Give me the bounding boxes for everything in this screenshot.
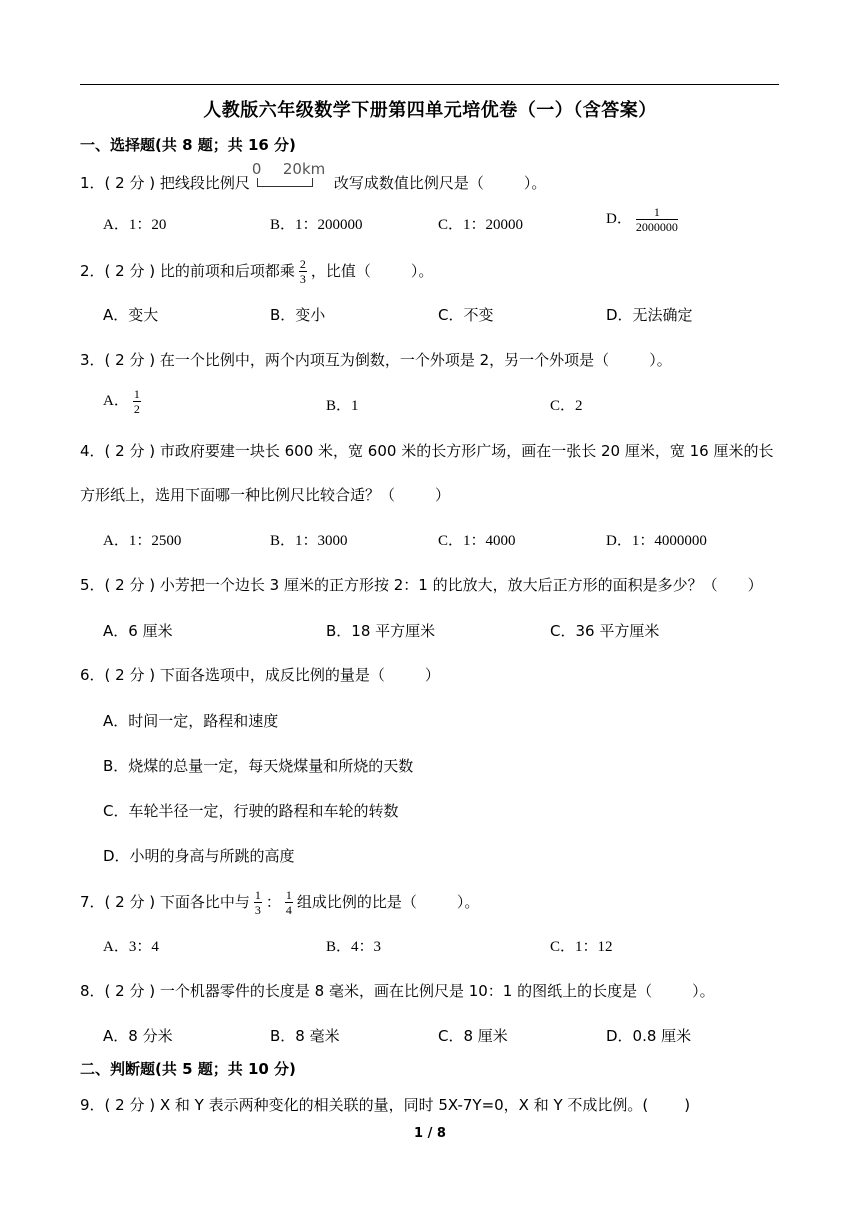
option-c: C．36 平方厘米	[550, 622, 660, 640]
question-text: 9．( 2 分 ) X 和 Y 表示两种变化的相关联的量，同时 5X-7Y=0，X 和 Y 不成比例。(	[80, 1096, 649, 1114]
option-d-prefix: D．	[606, 210, 632, 227]
scale-bar-figure	[251, 160, 334, 194]
option-d: D．小明的身高与所跳的高度	[103, 847, 295, 865]
question-fraction-2	[285, 889, 293, 916]
fraction-denominator: 4	[285, 903, 292, 917]
option-a: A．3：4	[103, 939, 159, 955]
fraction-denominator: 3	[254, 903, 261, 917]
question-close: ）	[424, 666, 440, 684]
question-3	[80, 349, 672, 370]
option-a: A．8 分米	[103, 1027, 173, 1045]
option-a: A．变大	[103, 306, 159, 324]
scale-distance-label: 20km	[282, 160, 326, 178]
question-4: 4．( 2 分 ) 市政府要建一块长 600 米，宽 600 米的长方形广场，画在一张长 20 厘米，宽 16 厘米的长	[80, 442, 774, 460]
option-b: B．8 毫米	[270, 1027, 340, 1045]
question-1	[80, 160, 547, 194]
ratio-colon: ：	[265, 893, 281, 911]
question-8	[80, 980, 715, 1001]
question-5	[80, 574, 763, 595]
option-b: B．4：3	[326, 939, 382, 955]
page-number: 1 / 8	[414, 1126, 446, 1141]
fraction-numerator: 1	[254, 888, 261, 902]
question-close: ）	[747, 576, 763, 594]
option-c: C．1：4000	[438, 533, 516, 549]
question-text: 1．( 2 分 ) 把线段比例尺	[80, 174, 250, 192]
option-c: C．2	[550, 398, 583, 414]
section-heading-judgement: 二、判断题(共 5 题；共 10 分)	[80, 1060, 296, 1078]
scale-bar	[257, 178, 313, 187]
option-b: B．1	[326, 398, 359, 414]
scale-zero-label: 0	[251, 160, 262, 178]
question-text: 2．( 2 分 ) 比的前项和后项都乘	[80, 262, 295, 280]
question-close: ）。	[456, 893, 480, 911]
fraction-numerator: 1	[285, 888, 292, 902]
option-d-fraction	[636, 206, 678, 233]
question-fraction	[299, 258, 307, 285]
question-close: ）	[435, 486, 451, 504]
option-d: D．无法确定	[606, 306, 693, 324]
header-rule	[80, 84, 779, 85]
option-c: C．1：12	[550, 939, 613, 955]
option-c: C．不变	[438, 306, 494, 324]
question-9	[80, 1094, 690, 1115]
option-c: C．1：20000	[438, 217, 524, 233]
question-4-line-2	[80, 484, 450, 505]
question-close: ）。	[410, 262, 434, 280]
question-close: ）。	[523, 174, 547, 192]
section-heading-choice: 一、选择题(共 8 题；共 16 分)	[80, 136, 296, 154]
question-text-2: 组成比例的比是（	[296, 893, 417, 911]
option-a: A．1：2500	[103, 533, 182, 549]
option-c: C．8 厘米	[438, 1027, 508, 1045]
question-text: 7．( 2 分 ) 下面各比中与	[80, 893, 250, 911]
fraction-denominator: 3	[299, 272, 306, 286]
option-b: B．18 平方厘米	[326, 622, 436, 640]
option-b: B．变小	[270, 306, 326, 324]
option-a: A．时间一定，路程和速度	[103, 712, 279, 730]
question-fraction-1	[254, 889, 262, 916]
question-text: 3．( 2 分 ) 在一个比例中，两个内项互为倒数，一个外项是 2，另一个外项是（	[80, 351, 610, 369]
question-text: 8．( 2 分 ) 一个机器零件的长度是 8 毫米，画在比例尺是 10：1 的图纸上的长度是（	[80, 982, 653, 1000]
question-close: ）。	[692, 982, 715, 1000]
question-text: 方形纸上，选用下面哪一种比例尺比较合适？（	[80, 486, 396, 504]
option-c: C．车轮半径一定，行驶的路程和车轮的转数	[103, 802, 399, 820]
option-a-prefix: A．	[103, 392, 129, 409]
option-a: A．1：20	[103, 217, 167, 233]
option-d	[606, 206, 682, 233]
option-d: D．0.8 厘米	[606, 1027, 692, 1045]
question-2	[80, 258, 433, 285]
fraction-denominator: 2	[133, 402, 140, 416]
fraction-numerator: 1	[636, 206, 678, 220]
option-a-fraction	[133, 388, 141, 415]
question-text-2: ，比值（	[310, 262, 371, 280]
option-b: B．1：3000	[270, 533, 348, 549]
fraction-denominator: 2000000	[635, 220, 678, 234]
option-a	[103, 388, 145, 415]
question-7	[80, 889, 479, 916]
question-text: 6．( 2 分 ) 下面各选项中，成反比例的量是（	[80, 666, 385, 684]
option-b: B．烧煤的总量一定，每天烧煤量和所烧的天数	[103, 757, 414, 775]
option-a: A．6 厘米	[103, 622, 173, 640]
question-close: )	[684, 1096, 691, 1114]
option-b: B．1：200000	[270, 217, 363, 233]
fraction-numerator: 1	[133, 387, 140, 401]
question-text-2: 改写成数值比例尺是（	[333, 174, 484, 192]
option-d: D．1：4000000	[606, 533, 707, 549]
fraction-numerator: 2	[299, 257, 306, 271]
question-close: ）。	[649, 351, 672, 369]
question-text: 5．( 2 分 ) 小芳把一个边长 3 厘米的正方形按 2：1 的比放大，放大后正方形的面积是多少？（	[80, 576, 718, 594]
page-title: 人教版六年级数学下册第四单元培优卷（一）（含答案）	[203, 100, 657, 121]
question-6	[80, 664, 440, 685]
